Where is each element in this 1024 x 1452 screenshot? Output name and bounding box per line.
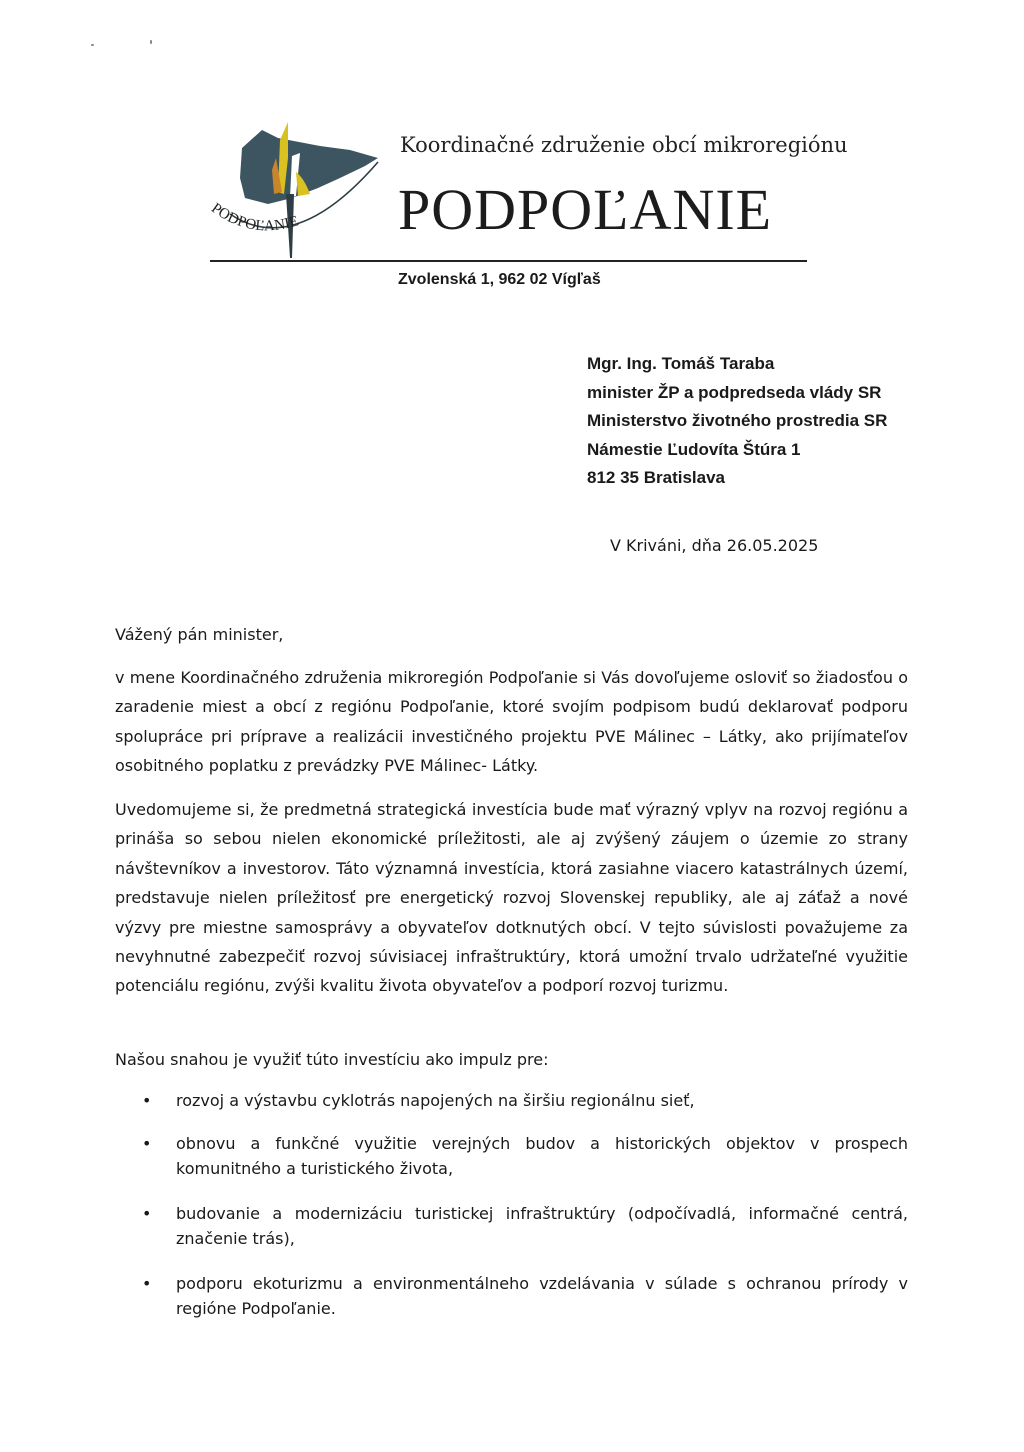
recipient-city: 812 35 Bratislava: [587, 468, 725, 487]
logo-arc-text: PODPOĽANIE: [208, 200, 301, 235]
list-item: • budovanie a modernizáciu turistickej infraštruktúry (odpočívadlá, informačné centrá, značenie trás),: [115, 1201, 908, 1252]
salutation: Vážený pán minister,: [115, 625, 284, 644]
organization-name: PODPOĽANIE: [398, 177, 773, 242]
organization-address: Zvolenská 1, 962 02 Vígľaš: [398, 271, 601, 288]
list-item: • rozvoj a výstavbu cyklotrás napojených na širšiu regionálnu sieť,: [115, 1088, 908, 1114]
list-item: • podporu ekoturizmu a environmentálneho vzdelávania v súlade s ochranou prírody v regióne Podpoľanie.: [115, 1271, 908, 1322]
organization-line: Koordinačné združenie obcí mikroregiónu: [400, 133, 848, 157]
recipient-institution: Ministerstvo životného prostredia SR: [587, 411, 888, 430]
place-and-date: V Kriváni, dňa 26.05.2025: [610, 536, 819, 555]
paragraph-impact: Uvedomujeme si, že predmetná strategická investícia bude mať výrazný vplyv na rozvoj regiónu a prináša so sebou nielen ekonomické príležitosti, ale aj zvýšený záujem o územie zo strany návštevníkov a investorov. Táto významná investícia, ktorá zasiahne viacero katastrálnych území, predstavuje nielen príležitosť pre energetický rozvoj Slovenskej republiky, ale aj záťaž a nové výzvy pre miestne samosprávy a obyvateľov dotknutých obcí. V tejto súvislosti považujeme za nevyhnutné zabezpečiť rozvoj súvisiacej infraštruktúry, ktorá umožní trvalo udržateľné využitie potenciálu regiónu, zvýši kvalitu života obyvateľov a podporí rozvoj turizmu.: [115, 800, 908, 996]
recipient-title: minister ŽP a podpredseda vlády SR: [587, 382, 882, 402]
recipient-name: Mgr. Ing. Tomáš Taraba: [587, 354, 775, 373]
list-item: • obnovu a funkčné využitie verejných budov a historických objektov v prospech komunitného a turistického života,: [115, 1131, 908, 1182]
paragraph-intro-list: Našou snahou je využiť túto investíciu ako impulz pre:: [115, 1050, 549, 1069]
recipient-address: [587, 350, 887, 493]
header-divider: [210, 260, 807, 262]
paragraph-request: v mene Koordinačného združenia mikroregión Podpoľanie si Vás dovoľujeme osloviť so žiadosťou o zaradenie miest a obcí z regiónu Podpoľanie, ktoré svojím podpisom budú deklarovať podporu spolupráce pri príprave a realizácii investičného projektu PVE Málinec – Látky, ako prijímateľov osobitného poplatku z prevádzky PVE Málinec- Látky.: [115, 668, 908, 776]
recipient-street: Námestie Ľudovíta Štúra 1: [587, 439, 801, 459]
podpolanie-logo-icon: [200, 108, 390, 268]
goals-list: [115, 1088, 908, 1322]
